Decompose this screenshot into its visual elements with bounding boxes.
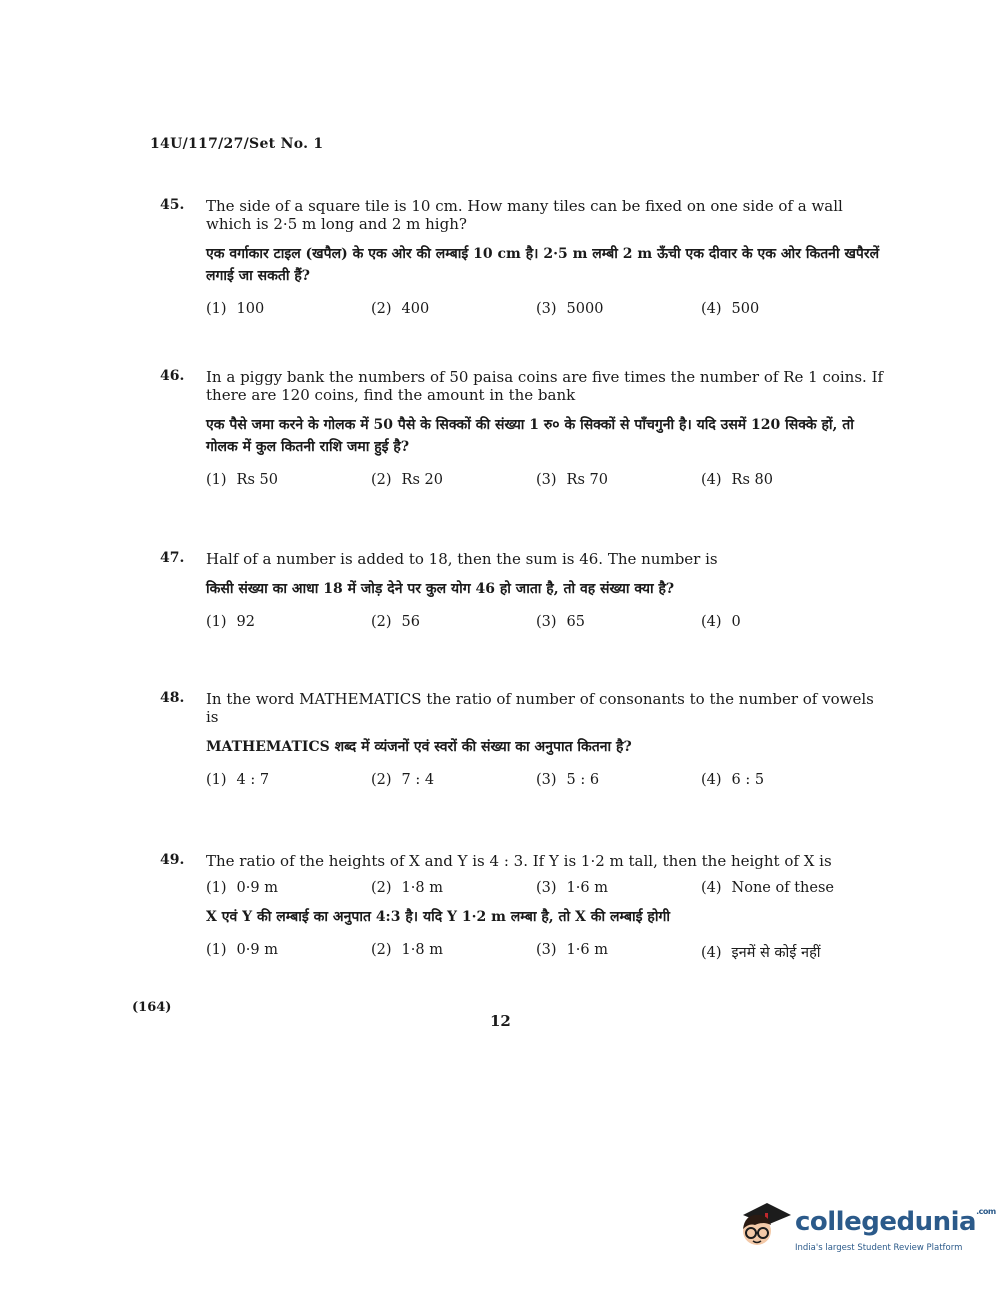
option-4: (4) Rs 80	[701, 472, 773, 488]
option-4: (4) 6 : 5	[701, 772, 765, 788]
logo-wordmark: collegedunia$^{.com}$	[795, 1207, 996, 1237]
option-4: (4) None of these	[701, 880, 834, 896]
option-3: (3) 5000	[536, 301, 604, 317]
question-text-en: In a piggy bank the numbers of 50 paisa coins are five times the number of Re 1 coins. If there are 120 coins, find the amount in the bank	[206, 368, 884, 404]
option-3: (3) 65	[536, 614, 585, 630]
options-row	[206, 301, 890, 317]
option-1: (1) 92	[206, 614, 255, 630]
question-46	[160, 368, 890, 488]
option-2: (2) Rs 20	[371, 472, 443, 488]
question-48	[160, 690, 890, 788]
option-3: (3) 5 : 6	[536, 772, 600, 788]
option-1: (1) 4 : 7	[206, 772, 270, 788]
option-2: (2) 1·8 m	[371, 880, 443, 896]
option-2: (2) 7 : 4	[371, 772, 435, 788]
question-number: 48.	[160, 690, 185, 706]
question-number: 46.	[160, 368, 185, 384]
option-1: (1) 0·9 m	[206, 942, 278, 958]
option-2: (2) 400	[371, 301, 430, 317]
set-code: 14U/117/27/Set No. 1	[150, 136, 324, 152]
option-4: (4) 0	[701, 614, 741, 630]
booklet-code: (164)	[132, 1000, 172, 1015]
option-1: (1) 0·9 m	[206, 880, 278, 896]
question-45	[160, 197, 890, 317]
option-4: (4) इनमें से कोई नहीं	[701, 945, 821, 961]
question-text-en: In the word MATHEMATICS the ratio of number of consonants to the number of vowels is	[206, 690, 874, 726]
mascot-icon	[735, 1195, 793, 1259]
collegedunia-logo	[735, 1195, 996, 1265]
question-text-hi: एक वर्गाकार टाइल (खपैल) के एक ओर की लम्बाई 10 cm है। 2·5 m लम्बी 2 m ऊँची एक दीवार के एक ओर कितनी खपैरलें लगाई जा सकती हैं?	[206, 246, 880, 284]
question-number: 49.	[160, 852, 185, 868]
question-text-hi: एक पैसे जमा करने के गोलक में 50 पैसे के सिक्कों की संख्या 1 रु० के सिक्कों से पाँचगुनी है। यदि उसमें 120 सिक्के हों, तो गोलक में कुल कितनी राशि जमा हुई है?	[206, 417, 854, 455]
question-number: 47.	[160, 550, 185, 566]
question-47	[160, 550, 890, 630]
question-text-en: The side of a square tile is 10 cm. How many tiles can be fixed on one side of a wall which is 2·5 m long and 2 m high?	[206, 197, 843, 233]
question-text-hi: MATHEMATICS शब्द में व्यंजनों एवं स्वरों की संख्या का अनुपात कितना है?	[206, 739, 632, 755]
option-3: (3) 1·6 m	[536, 942, 608, 958]
page-number: 12	[490, 1012, 511, 1030]
options-row	[206, 472, 890, 488]
question-49	[160, 852, 890, 962]
logo-tagline: India's largest Student Review Platform	[795, 1243, 963, 1253]
option-1: (1) 100	[206, 301, 265, 317]
question-text-hi: किसी संख्या का आधा 18 में जोड़ देने पर कुल योग 46 हो जाता है, तो वह संख्या क्या है?	[206, 581, 675, 597]
options-row	[206, 772, 890, 788]
option-4: (4) 500	[701, 301, 760, 317]
question-text-hi: X एवं Y की लम्बाई का अनुपात 4:3 है। यदि Y 1·2 m लम्बा है, तो X की लम्बाई होगी	[206, 909, 670, 925]
option-3: (3) Rs 70	[536, 472, 608, 488]
option-2: (2) 1·8 m	[371, 942, 443, 958]
question-number: 45.	[160, 197, 185, 213]
option-2: (2) 56	[371, 614, 420, 630]
option-1: (1) Rs 50	[206, 472, 278, 488]
question-text-en: The ratio of the heights of X and Y is 4 : 3. If Y is 1·2 m tall, then the height of X is	[206, 852, 832, 870]
options-row	[206, 614, 890, 630]
options-row	[206, 942, 890, 962]
question-text-en: Half of a number is added to 18, then the sum is 46. The number is	[206, 550, 718, 568]
option-3: (3) 1·6 m	[536, 880, 608, 896]
options-row-en	[206, 880, 890, 896]
